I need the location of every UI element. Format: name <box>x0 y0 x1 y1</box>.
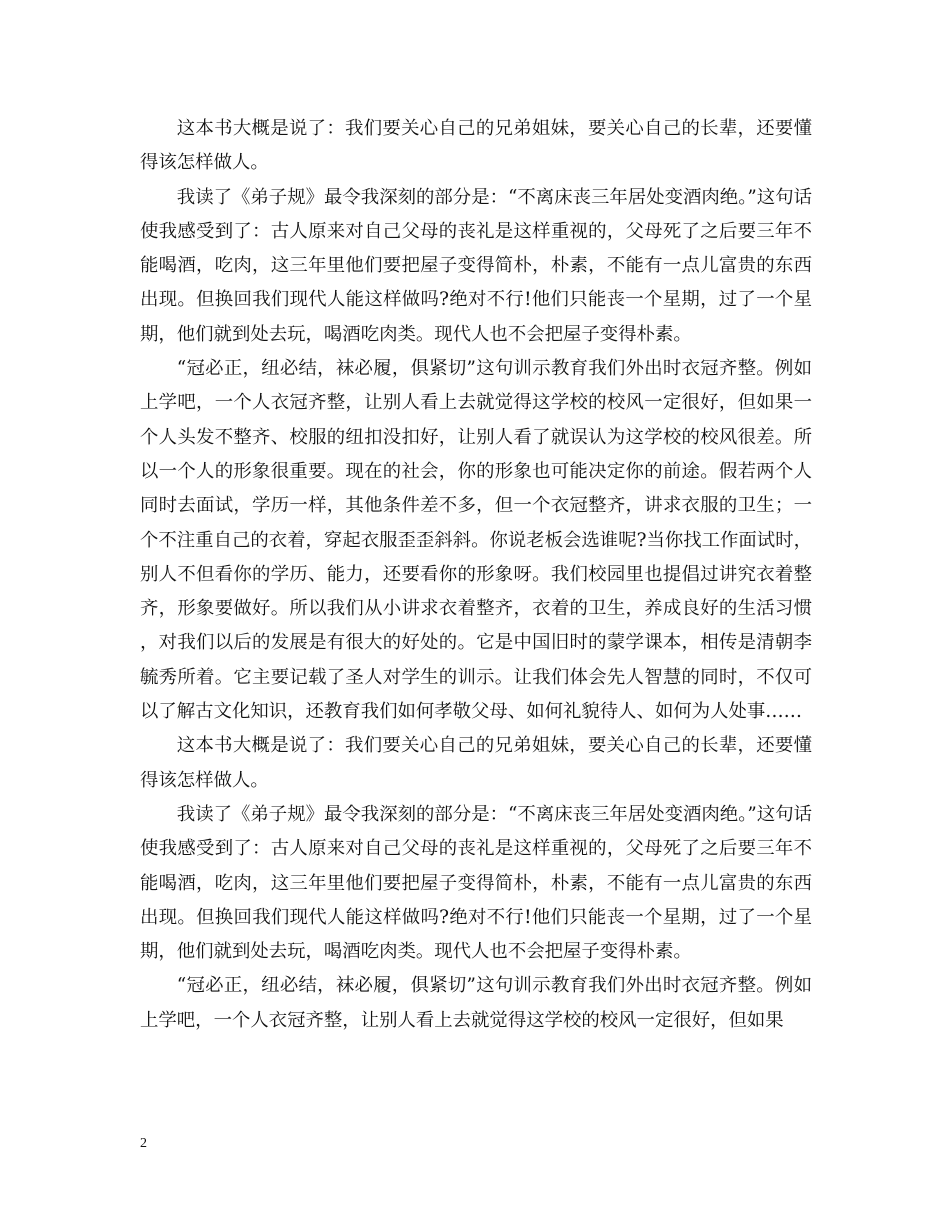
paragraph-2: 我读了《弟子规》最令我深刻的部分是：“不离床丧三年居处变酒肉绝。”这句话使我感受到了：古人原来对自己父母的丧礼是这样重视的，父母死了之后要三年不能喝酒，吃肉，这三年里他们要把屋子变得简朴，朴素，不能有一点儿富贵的东西出现。但换回我们现代人能这样做吗?绝对不行!他们只能丧一个星期，过了一个星期，他们就到处去玩，喝酒吃肉类。现代人也不会把屋子变得朴素。 <box>140 186 812 345</box>
document-body <box>140 112 812 1038</box>
paragraph-6: “冠必正，纽必结，袜必履，俱紧切”这句训示教育我们外出时衣冠齐整。例如上学吧，一个人衣冠齐整，让别人看上去就觉得这学校的校风一定很好，但如果 <box>140 975 812 1031</box>
paragraph-3: “冠必正，纽必结，袜必履，俱紧切”这句训示教育我们外出时衣冠齐整。例如上学吧，一个人衣冠齐整，让别人看上去就觉得这学校的校风一定很好，但如果一个人头发不整齐、校服的纽扣没扣好，让别人看了就误认为这学校的校风很差。所以一个人的形象很重要。现在的社会，你的形象也可能决定你的前途。假若两个人同时去面试，学历一样，其他条件差不多，但一个衣冠整齐，讲求衣服的卫生；一个不注重自己的衣着，穿起衣服歪歪斜斜。你说老板会选谁呢?当你找工作面试时，别人不但看你的学历、能力，还要看你的形象呀。我们校园里也提倡过讲究衣着整齐，形象要做好。所以我们从小讲求衣着整齐，衣着的卫生，养成良好的生活习惯，对我们以后的发展是有很大的好处的。它是中国旧时的蒙学课本，相传是清朝李毓秀所着。它主要记载了圣人对学生的训示。让我们体会先人智慧的同时，不仅可以了解古文化知识，还教育我们如何孝敬父母、如何礼貌待人、如何为人处事…… <box>140 358 812 723</box>
paragraph-5: 我读了《弟子规》最令我深刻的部分是：“不离床丧三年居处变酒肉绝。”这句话使我感受到了：古人原来对自己父母的丧礼是这样重视的，父母死了之后要三年不能喝酒，吃肉，这三年里他们要把屋子变得简朴，朴素，不能有一点儿富贵的东西出现。但换回我们现代人能这样做吗?绝对不行!他们只能丧一个星期，过了一个星期，他们就到处去玩，喝酒吃肉类。现代人也不会把屋子变得朴素。 <box>140 803 812 963</box>
page-number: 2 <box>140 1136 147 1151</box>
paragraph-1: 这本书大概是说了：我们要关心自己的兄弟姐妹，要关心自己的长辈，还要懂得该怎样做人。 <box>140 118 812 174</box>
paragraph-4: 这本书大概是说了：我们要关心自己的兄弟姐妹，要关心自己的长辈，还要懂得该怎样做人。 <box>140 735 812 791</box>
